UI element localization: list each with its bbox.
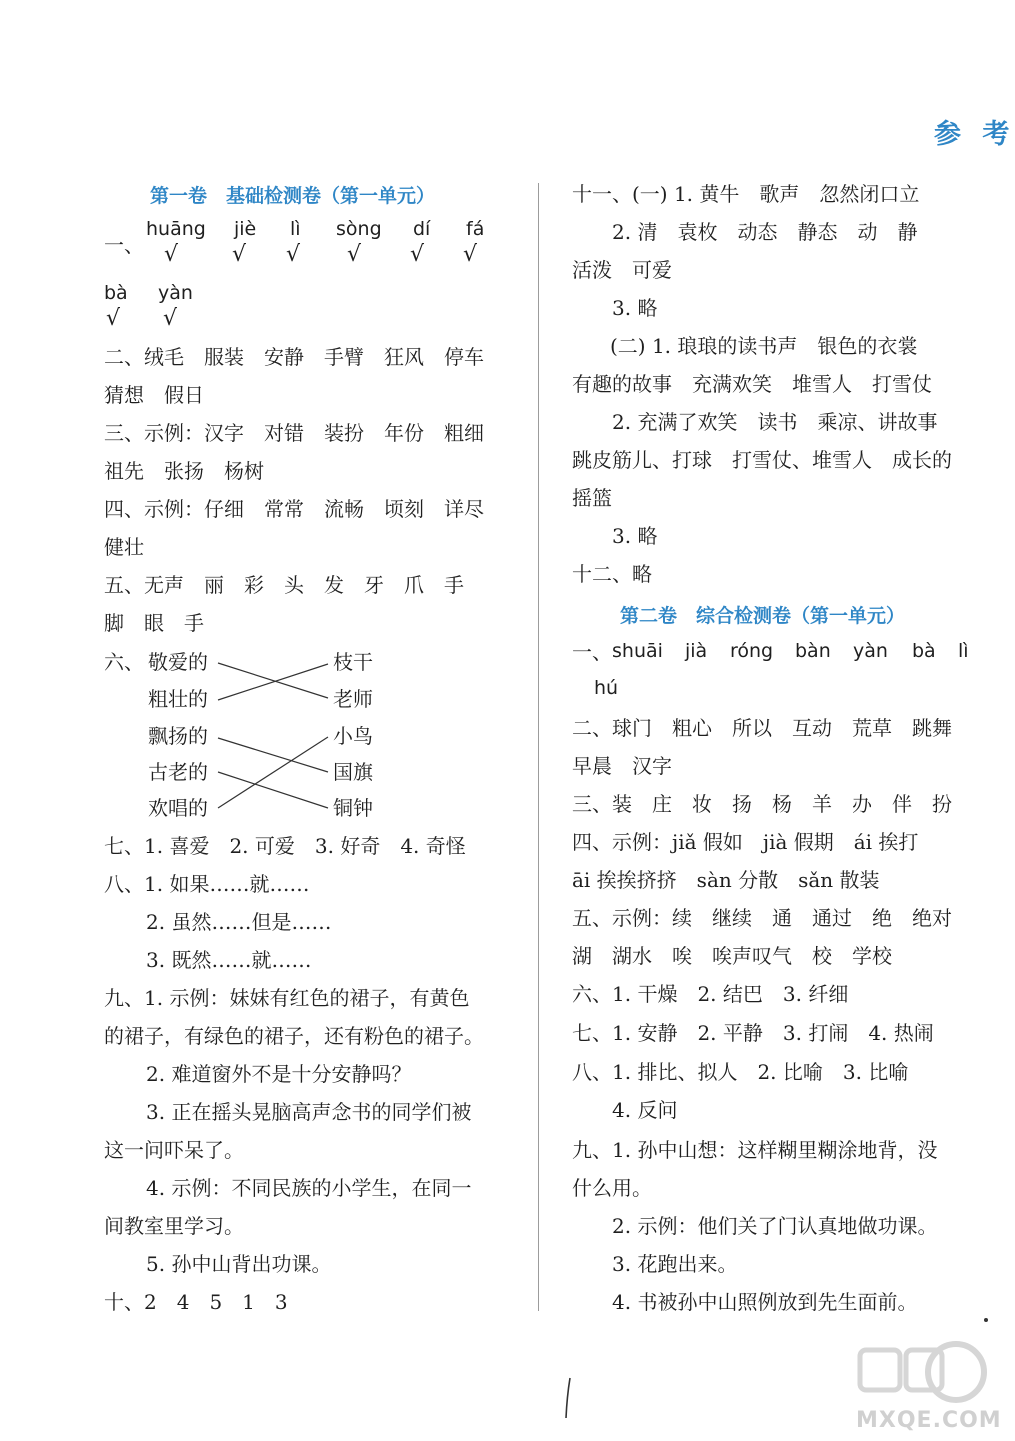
answer-line: 四、示例：仔细 常常 流畅 顷刻 详尽	[104, 497, 484, 521]
answer-line: 三、装 庄 妆 扬 杨 羊 办 伴 扮	[572, 792, 952, 816]
answer-line: 跳皮筋儿、打球 打雪仗、堆雪人 成长的	[572, 448, 952, 472]
check-mark: √	[232, 242, 247, 267]
answer-line: 摇篮	[572, 486, 612, 510]
pinyin: bàn	[795, 640, 831, 662]
answer-line: 十、2 4 5 1 3	[104, 1290, 288, 1314]
check-mark: √	[163, 306, 178, 331]
answer-line: 猜想 假日	[104, 383, 204, 407]
answer-line: 九、1. 孙中山想：这样糊里糊涂地背，没	[572, 1138, 938, 1162]
match-line	[218, 664, 328, 700]
answer-line: 三、示例：汉字 对错 装扮 年份 粗细	[104, 421, 484, 445]
answer-line: 七、1. 安静 2. 平静 3. 打闹 4. 热闹	[572, 1021, 934, 1045]
answer-line: āi 挨挨挤挤 sàn 分散 sǎn 散装	[572, 868, 880, 892]
q1-pinyin-1: huāng	[146, 218, 206, 240]
answer-line: 四、示例：jiǎ 假如 jià 假期 ái 挨打	[572, 830, 919, 854]
check-mark: √	[463, 242, 478, 267]
q1-label: 一、	[104, 233, 144, 257]
check-mark: √	[106, 306, 121, 331]
pinyin: jià	[685, 640, 708, 662]
answer-line: 湖 湖水 唉 唉声叹气 校 学校	[572, 944, 892, 968]
answer-line: 3. 既然……就……	[146, 948, 312, 972]
answer-line: 4. 示例：不同民族的小学生，在同一	[146, 1176, 472, 1200]
pinyin: yàn	[853, 640, 888, 662]
answer-line: 2. 虽然……但是……	[146, 910, 332, 934]
q1-label: 一、	[572, 640, 612, 664]
section-title-vol2: 第二卷 综合检测卷（第一单元）	[620, 605, 906, 627]
match-left-item: 欢唱的	[148, 796, 208, 820]
match-left-item: 古老的	[148, 760, 208, 784]
q1-pinyin-6: fá	[466, 218, 485, 240]
q1-pinyin-8: yàn	[158, 282, 193, 304]
pen-mark	[562, 1376, 574, 1420]
answer-line: 九、1. 示例：妹妹有红色的裙子，有黄色	[104, 986, 470, 1010]
answer-line: 五、示例：续 继续 通 通过 绝 绝对	[572, 906, 952, 930]
answer-line: 早晨 汉字	[572, 754, 672, 778]
match-left-item: 敬爱的	[148, 650, 208, 674]
match-line	[218, 772, 328, 808]
match-right-item: 老师	[333, 687, 373, 711]
answer-line: 3. 略	[612, 524, 658, 548]
answer-line: 二、绒毛 服装 安静 手臂 狂风 停车	[104, 345, 484, 369]
answer-line: (二) 1. 琅琅的读书声 银色的衣裳	[610, 334, 918, 358]
match-right-item: 国旗	[333, 760, 373, 784]
answer-line: 二、球门 粗心 所以 互动 荒草 跳舞	[572, 716, 952, 740]
answer-line: 六、1. 干燥 2. 结巴 3. 纤细	[572, 982, 849, 1006]
match-right-item: 小鸟	[333, 724, 373, 748]
match-right-item: 枝干	[333, 650, 373, 674]
q1-pinyin-3: lì	[290, 218, 301, 240]
check-mark: √	[410, 242, 425, 267]
answer-line: 2. 难道窗外不是十分安静吗？	[146, 1062, 412, 1086]
answer-line: 十二、略	[572, 562, 652, 586]
corner-title: 参 考	[934, 119, 1015, 150]
pinyin: shuāi	[612, 640, 663, 662]
answer-line: 3. 略	[612, 296, 658, 320]
answer-line: 八、1. 如果……就……	[104, 872, 310, 896]
check-mark: √	[347, 242, 362, 267]
match-right-item: 铜钟	[333, 796, 373, 820]
answer-line: 2. 充满了欢笑 读书 乘凉、讲故事	[612, 410, 938, 434]
pinyin: róng	[730, 640, 774, 662]
pinyin: bà	[912, 640, 936, 662]
check-mark: √	[286, 242, 301, 267]
match-line	[218, 738, 328, 772]
answer-line: 脚 眼 手	[104, 611, 204, 635]
section-title-vol1: 第一卷 基础检测卷（第一单元）	[150, 185, 436, 207]
q1-pinyin-4: sòng	[336, 218, 382, 240]
answer-line: 的裙子，有绿色的裙子，还有粉色的裙子。	[104, 1024, 484, 1048]
match-line	[218, 663, 328, 698]
pinyin: hú	[594, 677, 619, 699]
answer-line: 有趣的故事 充满欢笑 堆雪人 打雪仗	[572, 372, 932, 396]
answer-line: 七、1. 喜爱 2. 可爱 3. 好奇 4. 奇怪	[104, 834, 466, 858]
check-mark: √	[164, 242, 179, 267]
answer-line: 2. 清 袁枚 动态 静态 动 静	[612, 220, 918, 244]
pinyin: lì	[958, 640, 969, 662]
answer-line: 健壮	[104, 535, 144, 559]
answer-line: 八、1. 排比、拟人 2. 比喻 3. 比喻	[572, 1060, 909, 1084]
answer-line: 间教室里学习。	[104, 1214, 244, 1238]
q1-pinyin-2: jiè	[234, 218, 257, 240]
answer-line: 2. 示例：他们关了门认真地做功课。	[612, 1214, 938, 1238]
answer-line: 这一问吓呆了。	[104, 1138, 244, 1162]
answer-line: 五、无声 丽 彩 头 发 牙 爪 手	[104, 573, 464, 597]
q6-label: 六、	[104, 650, 144, 674]
answer-line: 3. 花跑出来。	[612, 1252, 738, 1276]
answer-line: 活泼 可爱	[572, 258, 672, 282]
q1-pinyin-5: dí	[413, 218, 431, 240]
match-line	[218, 737, 328, 808]
stray-dot	[984, 1318, 988, 1322]
answer-line: 4. 反问	[612, 1098, 678, 1122]
answer-line: 十一、(一) 1. 黄牛 歌声 忽然闭口立	[572, 182, 920, 206]
answer-line: 祖先 张扬 杨树	[104, 459, 264, 483]
q1-pinyin-7: bà	[104, 282, 128, 304]
answer-line: 4. 书被孙中山照例放到先生面前。	[612, 1290, 918, 1314]
watermark-text: MXQE.COM	[856, 1408, 1002, 1433]
answer-line: 5. 孙中山背出功课。	[146, 1252, 332, 1276]
match-left-item: 粗壮的	[148, 687, 208, 711]
answer-line: 什么用。	[572, 1176, 652, 1200]
match-left-item: 飘扬的	[148, 724, 208, 748]
answer-line: 3. 正在摇头晃脑高声念书的同学们被	[146, 1100, 472, 1124]
